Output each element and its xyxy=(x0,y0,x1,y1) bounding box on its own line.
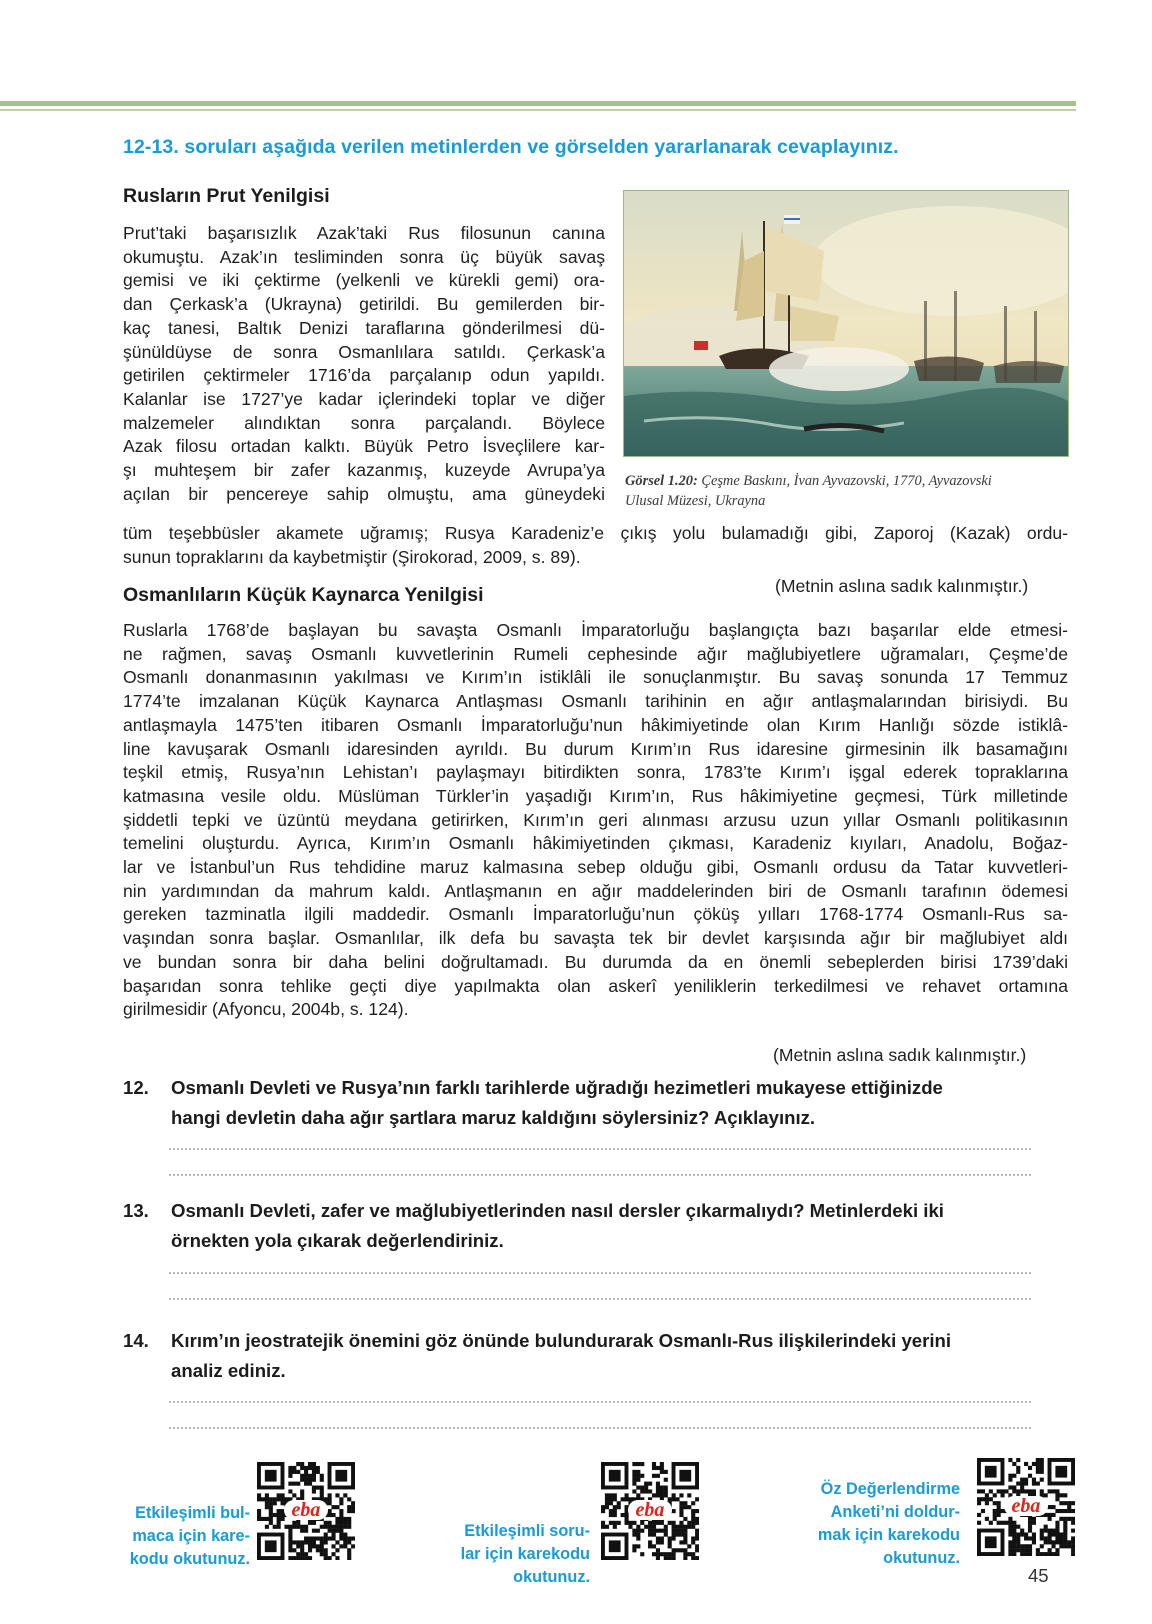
top-rule-thin xyxy=(0,109,1076,111)
text-line: malzemeler alındıktan sonra parçalandı. Böylece xyxy=(123,412,605,433)
eba-logo: eba xyxy=(1004,1496,1048,1516)
text-line: Ruslarla 1768’de başlayan bu savaşta Osmanlı İmparatorluğu başlangıçta bazı başarılar elde etmesi- xyxy=(123,620,1068,640)
painting-illustration xyxy=(624,191,1068,456)
text-line: ve bundan sonra bir daha belini doğrultamadı. Bu durumda da en önemli sebeplerden birisi 1739’daki xyxy=(123,951,1068,972)
qr-label-puzzle xyxy=(100,1502,250,1571)
qr-label-line: kodu okutunuz. xyxy=(129,1550,250,1568)
qr-label-questions xyxy=(410,1520,590,1589)
text-line: line kavuşarak Osmanlı idaresinden ayrıldı. Bu durum Kırım’ın Rus idaresine girmesinin ilk basamağını xyxy=(123,738,1068,759)
prut-paragraph xyxy=(123,222,605,506)
text-line: gereken tazminatla ilgili maddedir. Osmanlı İmparatorluğu’nun çöküş yılları 1768-1774 Osmanlı-Rus sa- xyxy=(123,904,1068,925)
caption-text-line2: Ulusal Müzesi, Ukrayna xyxy=(625,493,766,509)
prut-paragraph-continued xyxy=(123,522,1068,569)
caption-label: Görsel 1.20: xyxy=(625,473,698,489)
eba-logo: eba xyxy=(284,1500,328,1520)
answer-line[interactable] xyxy=(169,1148,1031,1150)
figure-caption xyxy=(625,471,1075,511)
qr-label-line: Öz Değerlendirme xyxy=(820,1480,960,1498)
qr-label-line: Anketi’ni doldur- xyxy=(830,1503,960,1521)
text-line: şiddetli tepki ve üzüntü meydana getirirken, Kırım’ın geri alınması arzusu uzun yıllar Osmanlı politikasının xyxy=(123,809,1068,830)
answer-line[interactable] xyxy=(169,1298,1031,1300)
question-text: Osmanlı Devleti, zafer ve mağlubiyetlerinden nasıl dersler çıkarmalıydı? Metinlerdeki iki xyxy=(171,1200,944,1221)
question-text: örnekten yola çıkarak değerlendiriniz. xyxy=(171,1230,504,1251)
text-line: vaşından sonra başlar. Osmanlılar, ilk defa bu savaşta tek bir devlet karşısında ağır bir mağlubiyet aldı xyxy=(123,928,1068,949)
question-number: 13. xyxy=(123,1200,149,1221)
section-heading-prut: Rusların Prut Yenilgisi xyxy=(123,185,330,207)
text-line: başarıdan sonra tehlike geçti diye yapılmakta olan askerî yeniliklerin terkedilmesi ve rehavet ortamına xyxy=(123,975,1068,996)
top-rule xyxy=(0,101,1076,106)
kucuk-kaynarca-paragraph xyxy=(123,619,1068,1022)
caption-text: Çeşme Baskını, İvan Ayvazovski, 1770, Ayvazovski xyxy=(697,473,992,489)
qr-label-line: Etkileşimli soru- xyxy=(464,1522,590,1540)
text-line: gemisi ve iki çektirme (yelkenli ve kürekli gemi) ora- xyxy=(123,270,605,291)
qr-label-line: lar için karekodu xyxy=(460,1545,590,1563)
source-note: (Metnin aslına sadık kalınmıştır.) xyxy=(773,1045,1027,1065)
text-line: tüm teşebbüsler akamete uğramış; Rusya Karadeniz’e çıkış yolu bulamadığı gibi, Zaporoj (Kazak) ordu- xyxy=(123,523,1068,543)
text-line: sunun topraklarını da kaybetmiştir (Şirokorad, 2009, s. 89). xyxy=(123,546,581,567)
question-text: Kırım’ın jeostratejik önemini göz önünde bulundurarak Osmanlı-Rus ilişkilerindeki yerini xyxy=(171,1330,952,1351)
text-line: açılan bir pencereye sahip olmuştu, ama güneydeki xyxy=(123,483,605,504)
text-line: şünüldüyse de sonra Osmanlılara satıldı. Çerkask’a xyxy=(123,341,605,362)
text-line: kaç tanesi, Baltık Denizi taraflarına gönderilmesi dü- xyxy=(123,317,605,338)
qr-code-self-assessment[interactable] xyxy=(977,1458,1075,1556)
section-instruction: 12-13. soruları aşağıda verilen metinlerden ve görselden yararlanarak cevaplayınız. xyxy=(123,136,899,158)
question-number: 14. xyxy=(123,1330,149,1351)
section-heading-kucuk-kaynarca: Osmanlıların Küçük Kaynarca Yenilgisi xyxy=(123,584,484,606)
text-line: dan Çerkask’a (Ukrayna) getirildi. Bu gemilerden bir- xyxy=(123,294,605,315)
painting-cesme-raid xyxy=(623,190,1069,457)
text-line: antlaşmayla 1475’ten itibaren Osmanlı İmparatorluğu’nun hâkimiyetinde olan Kırım Hanlığı sözde istiklâ- xyxy=(123,714,1068,735)
text-line: temelini oluşturdu. Ayrıca, Kırım’ın Osmanlı hâkimiyetinden çıkması, Karadeniz kıyıları, Anadolu, Boğaz- xyxy=(123,833,1068,854)
text-line: Azak filosu ortadan kalktı. Büyük Petro İsveçlilere kar- xyxy=(123,436,605,457)
answer-line[interactable] xyxy=(169,1174,1031,1176)
text-line: katmasına vesile oldu. Müslüman Türkler’in yaşadığı Kırım’ın, Rus hâkimiyetine geçmesi, Türk milletinde xyxy=(123,785,1068,806)
text-line: lar ve İstanbul’un Rus tehdidine maruz kalmasına sebep olduğu gibi, Osmanlı ordusu da Tatar kuvvetleri- xyxy=(123,857,1068,878)
text-line: girilmesidir (Afyoncu, 2004b, s. 124). xyxy=(123,999,409,1020)
qr-label-line: okutunuz. xyxy=(883,1549,960,1567)
answer-line[interactable] xyxy=(169,1272,1031,1274)
text-line: Kalanlar ise 1727’ye kadar içlerindeki toplar ve diğer xyxy=(123,388,605,409)
qr-label-line: mak için karekodu xyxy=(817,1526,960,1544)
answer-line[interactable] xyxy=(169,1427,1031,1429)
text-line: 1774’te imzalanan Küçük Kaynarca Antlaşması Osmanlı tarihinin en ağır antlaşmalarından birisiydi. Bu xyxy=(123,691,1068,712)
answer-line[interactable] xyxy=(169,1401,1031,1403)
text-line: nin yardımından da mahrum kaldı. Antlaşmanın en ağır maddelerinden biri de Osmanlı tarafının ödemesi xyxy=(123,880,1068,901)
page-number: 45 xyxy=(1028,1565,1049,1586)
question-text: analiz ediniz. xyxy=(171,1360,286,1381)
text-line: teşkil etmiş, Rusya’nın Lehistan’ı paylaşmayı bitirdikten sonra, 1783’te Kırım’ı işgal ederek topraklarına xyxy=(123,762,1068,783)
source-note: (Metnin aslına sadık kalınmıştır.) xyxy=(775,576,1029,596)
text-line: ne rağmen, savaş Osmanlı kuvvetlerinin Rumeli cephesinde ağır mağlubiyetlere uğramaları, Çeşme’de xyxy=(123,643,1068,664)
qr-code-puzzle[interactable] xyxy=(257,1462,355,1560)
qr-label-self-assessment xyxy=(760,1478,960,1570)
qr-label-line: Etkileşimli bul- xyxy=(135,1504,250,1522)
question-text: hangi devletin daha ağır şartlara maruz kaldığını söylersiniz? Açıklayınız. xyxy=(171,1107,816,1128)
qr-label-line: okutunuz. xyxy=(513,1568,590,1586)
eba-logo: eba xyxy=(628,1500,672,1520)
text-line: şı muhteşem bir zafer kazanmış, kuzeyde Avrupa’ya xyxy=(123,460,605,481)
qr-code-questions[interactable] xyxy=(601,1462,699,1560)
text-line: okumuştu. Azak’ın tesliminden sonra üç büyük savaş xyxy=(123,246,605,267)
text-line: getirilen çektirmeler 1716’da parçalanıp odun yapıldı. xyxy=(123,365,605,386)
question-number: 12. xyxy=(123,1077,149,1098)
text-line: Osmanlı donanmasının yakılması ve Kırım’ın istiklâli ile sonuçlanmıştır. Bu savaş sonunda 17 Temmuz xyxy=(123,667,1068,688)
text-line: Prut’taki başarısızlık Azak’taki Rus filosunun canına xyxy=(123,223,605,243)
qr-label-line: maca için kare- xyxy=(132,1527,250,1545)
question-text: Osmanlı Devleti ve Rusya’nın farklı tarihlerde uğradığı hezimetleri mukayese ettiğinizde xyxy=(171,1077,943,1098)
